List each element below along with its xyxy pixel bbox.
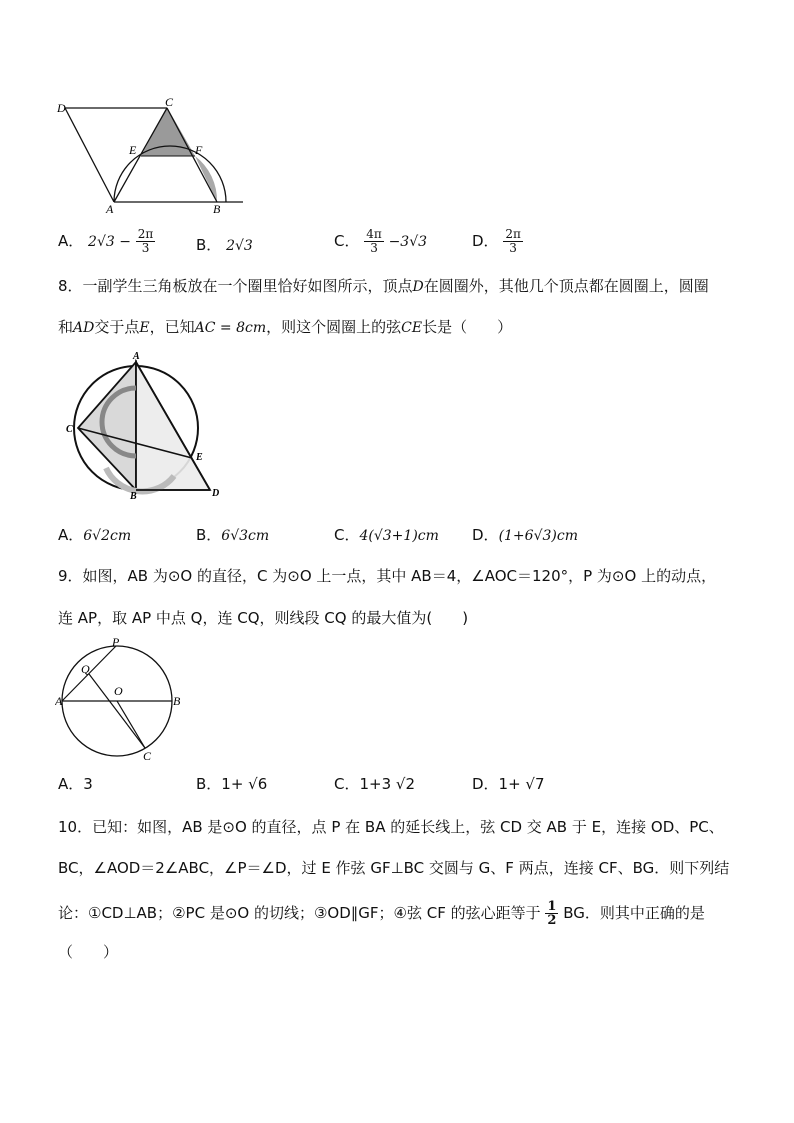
label-Q: Q <box>81 662 90 676</box>
fraction: $\frac{2\pi}{3}$ <box>505 227 521 255</box>
q10-line-2: BC，∠AOD＝2∠ABC，∠P＝∠D，过 E 作弦 GF⊥BC 交圆与 G、F 两点，连接 CF、BG．则下列结 <box>58 859 730 877</box>
q9-option-d[interactable]: D．1+ √7 <box>472 775 545 793</box>
q7-option-b[interactable]: B． 2√3 <box>196 236 253 254</box>
q10-line-1: 10．已知：如图，AB 是⊙O 的直径，点 P 在 BA 的延长线上，弦 CD 交 AB 于 E，连接 OD、PC、 <box>58 818 724 836</box>
fraction: $\frac{4\pi}{3}$ <box>366 227 382 255</box>
label-A: A <box>133 351 140 362</box>
label-A: A <box>55 694 63 708</box>
q7-figure <box>55 96 255 218</box>
q7-option-d[interactable]: D． $\frac{2\pi}{3}$ <box>472 227 521 255</box>
q7-option-c[interactable]: C． $\frac{4\pi}{3}$ −3√3 <box>334 227 428 255</box>
label-O: O <box>114 684 123 698</box>
label-E: E <box>129 143 137 157</box>
q8-option-c[interactable]: C．4(√3+1)cm <box>334 526 439 544</box>
label-E: E <box>196 452 203 463</box>
q8-option-a[interactable]: A．6√2cm <box>58 526 132 544</box>
label-F: F <box>195 143 203 157</box>
q10-line-3: 论：①CD⊥AB；②PC 是⊙O 的切线；③OD∥GF；④弦 CF 的弦心距等于 $\frac{1}{2}$ BG．则其中正确的是 <box>58 899 705 928</box>
label-C: C <box>66 424 73 435</box>
label-B: B <box>213 202 221 216</box>
label-C: C <box>143 749 152 762</box>
q9-option-a[interactable]: A．3 <box>58 775 93 793</box>
fraction-one-half: $\frac{1}{2}$ <box>547 899 557 928</box>
fraction: $\frac{2\pi}{3}$ <box>137 227 154 255</box>
q8-option-d[interactable]: D．(1+6√3)cm <box>472 526 578 544</box>
label-B: B <box>173 694 181 708</box>
q7-option-a[interactable]: A． 2√3 − $\frac{2\pi}{3}$ <box>58 227 154 255</box>
q8-line-2: 和AD交于点E，已知AC = 8cm，则这个圆圈上的弦CE长是（ ） <box>58 318 513 336</box>
q8-option-b[interactable]: B．6√3cm <box>196 526 270 544</box>
q8-line-1: 8．一副学生三角板放在一个圈里恰好如图所示，顶点D在圆圈外，其他几个顶点都在圆圈上，圆圈 <box>58 277 709 295</box>
q9-line-2: 连 AP，取 AP 中点 Q，连 CQ，则线段 CQ 的最大值为( ) <box>58 609 469 627</box>
q9-line-1: 9．如图，AB 为⊙O 的直径，C 为⊙O 上一点，其中 AB＝4，∠AOC＝120°，P 为⊙O 上的动点， <box>58 567 717 585</box>
q9-option-c[interactable]: C．1+3 √2 <box>334 775 415 793</box>
q9-figure <box>55 636 185 762</box>
q9-option-b[interactable]: B．1+ √6 <box>196 775 268 793</box>
q10-line-4: （ ） <box>58 943 119 961</box>
label-P: P <box>112 636 120 649</box>
label-B: B <box>130 491 137 500</box>
label-D: D <box>212 488 220 499</box>
label-D: D <box>57 101 66 115</box>
label-C: C <box>165 96 174 109</box>
q8-figure <box>64 350 224 500</box>
label-A: A <box>106 202 114 216</box>
